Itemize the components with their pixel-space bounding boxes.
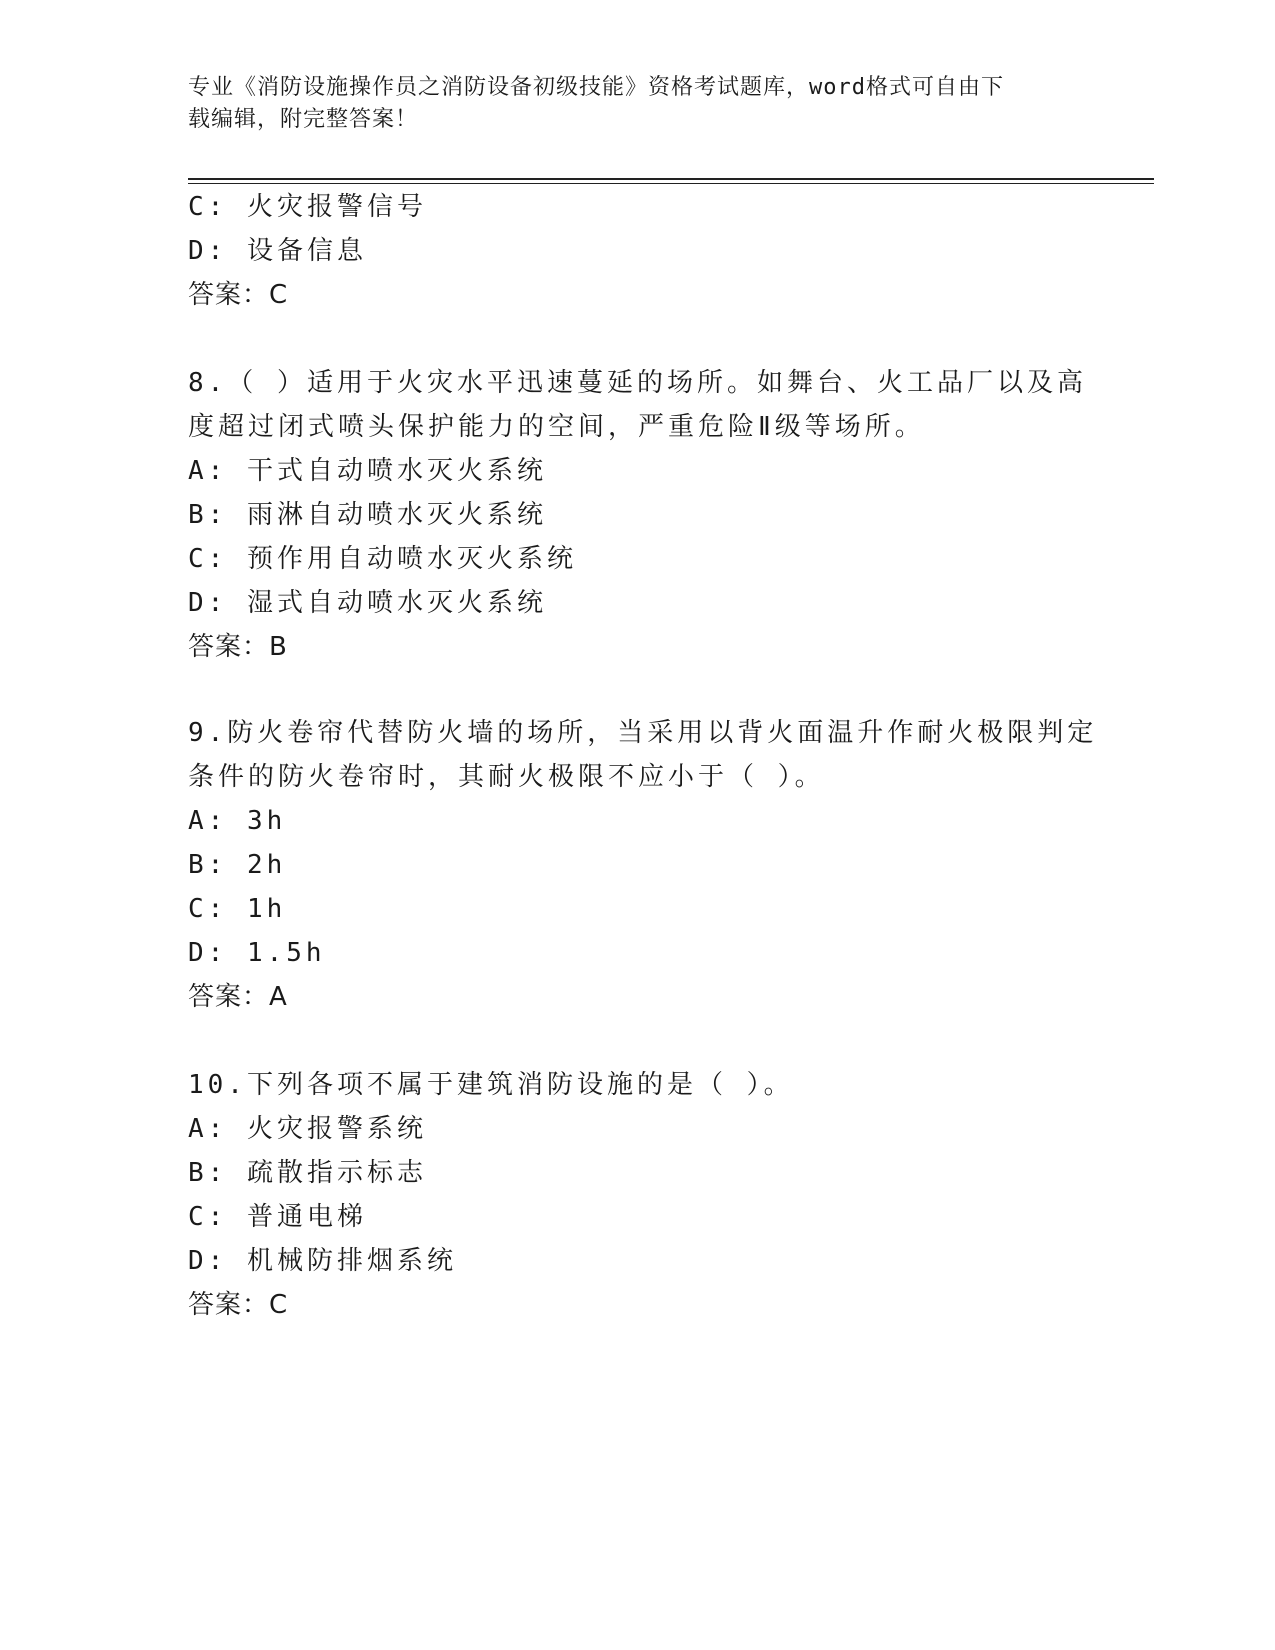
q10-option-a: A: 火灾报警系统 [188, 1114, 427, 1144]
document-header [188, 72, 1088, 136]
q10-stem-line-1: 10.下列各项不属于建筑消防设施的是（ ）。 [188, 1070, 794, 1100]
header-divider-thick [188, 178, 1154, 180]
header-divider-thin [188, 183, 1154, 184]
q8-stem-line-2: 度超过闭式喷头保护能力的空间，严重危险Ⅱ级等场所。 [188, 412, 925, 442]
q10-option-d: D: 机械防排烟系统 [188, 1246, 457, 1276]
header-line-2: 载编辑，附完整答案！ [188, 107, 419, 132]
q8-stem-line-1: 8.（ ）适用于火灾水平迅速蔓延的场所。如舞台、火工品厂以及高 [188, 368, 1087, 398]
q10-option-c: C: 普通电梯 [188, 1202, 367, 1232]
q8-option-b: B: 雨淋自动喷水灭火系统 [188, 500, 547, 530]
q9-option-d: D: 1.5h [188, 938, 326, 968]
prev-option-d: D: 设备信息 [188, 236, 367, 266]
q9-answer: 答案：A [188, 982, 288, 1012]
prev-option-c: C: 火灾报警信号 [188, 192, 427, 222]
q9-option-a: A: 3h [188, 806, 287, 836]
q8-option-d: D: 湿式自动喷水灭火系统 [188, 588, 547, 618]
q10-answer: 答案：C [188, 1290, 289, 1320]
q10-option-b: B: 疏散指示标志 [188, 1158, 427, 1188]
q8-option-a: A: 干式自动喷水灭火系统 [188, 456, 547, 486]
prev-answer: 答案：C [188, 280, 289, 310]
q8-answer: 答案：B [188, 632, 288, 662]
q9-option-c: C: 1h [188, 894, 287, 924]
q9-option-b: B: 2h [188, 850, 287, 880]
q8-option-c: C: 预作用自动喷水灭火系统 [188, 544, 577, 574]
q9-stem-line-1: 9.防火卷帘代替防火墙的场所，当采用以背火面温升作耐火极限判定 [188, 718, 1098, 748]
q9-stem-line-2: 条件的防火卷帘时，其耐火极限不应小于（ ）。 [188, 762, 825, 792]
header-line-1: 专业《消防设施操作员之消防设备初级技能》资格考试题库，word格式可自由下 [188, 75, 1004, 100]
